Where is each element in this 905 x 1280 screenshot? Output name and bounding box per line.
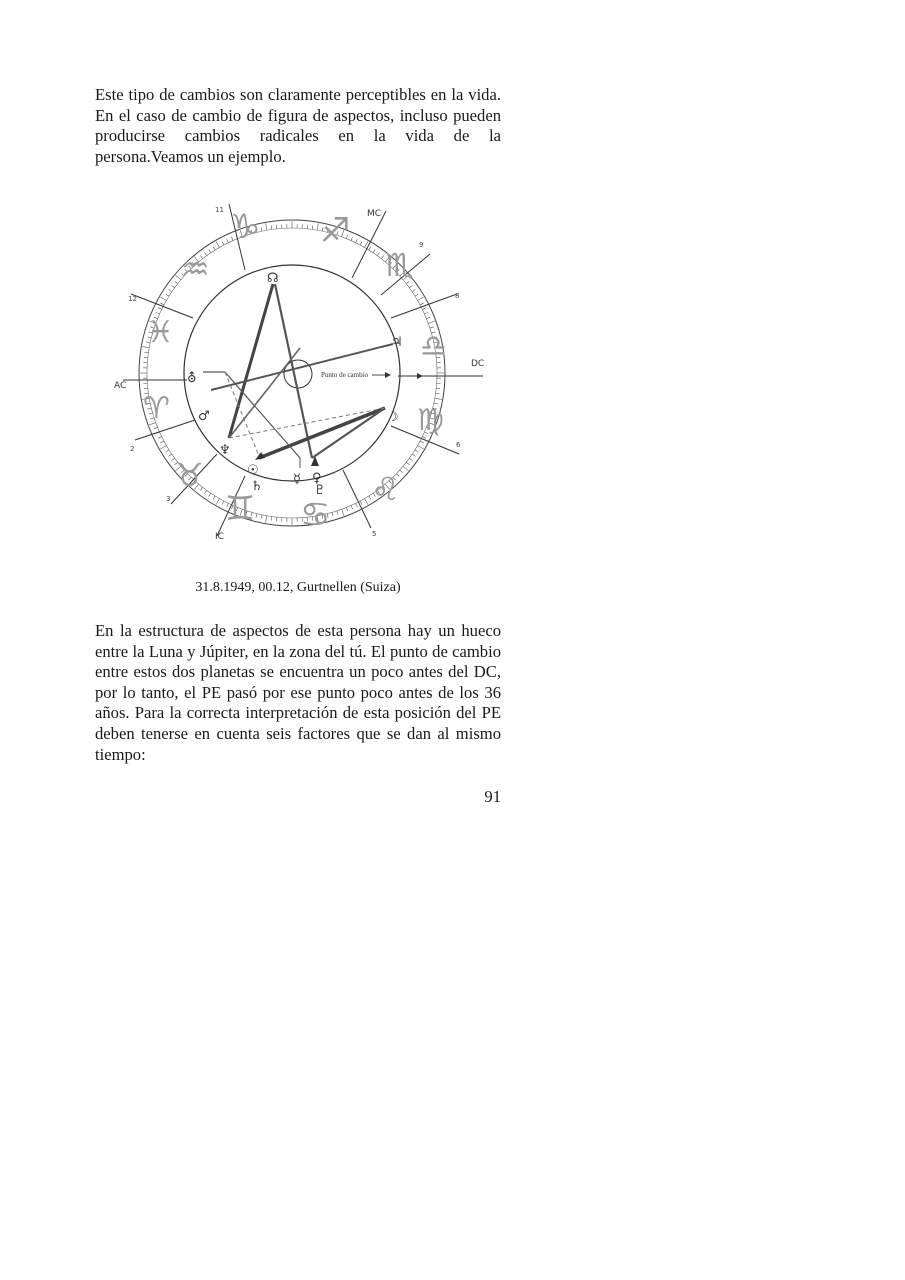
degree-tick bbox=[175, 281, 178, 283]
degree-tick bbox=[351, 505, 353, 509]
sun-glyph: ☉ bbox=[247, 463, 259, 478]
pluto-glyph: ♇ bbox=[314, 483, 326, 498]
degree-tick bbox=[365, 499, 369, 505]
sign-sagittarius: ♐ bbox=[320, 211, 351, 251]
degree-tick bbox=[424, 312, 428, 314]
degree-tick bbox=[154, 427, 158, 428]
degree-tick bbox=[430, 327, 434, 328]
sign-virgo: ♍ bbox=[417, 403, 444, 438]
degree-tick bbox=[312, 225, 313, 229]
sign-gemini: ♊ bbox=[225, 489, 256, 529]
degree-tick bbox=[317, 223, 318, 230]
degree-tick bbox=[373, 249, 375, 252]
sign-scorpio: ♏ bbox=[385, 246, 414, 284]
sign-aries: ♈ bbox=[143, 391, 170, 426]
mercury-glyph: ☿ bbox=[293, 472, 301, 487]
degree-tick bbox=[271, 225, 272, 229]
degree-tick bbox=[420, 441, 424, 443]
degree-tick bbox=[377, 252, 379, 255]
degree-tick bbox=[160, 441, 164, 443]
degree-tick bbox=[415, 450, 418, 452]
label-dc: DC bbox=[471, 359, 485, 369]
degree-tick bbox=[360, 501, 362, 505]
house-number-8: 8 bbox=[455, 292, 460, 300]
dc-arrowhead bbox=[417, 373, 423, 379]
degree-tick bbox=[351, 237, 353, 241]
degree-tick bbox=[409, 458, 412, 460]
jupiter-glyph: ♃ bbox=[391, 335, 403, 350]
degree-tick bbox=[418, 297, 424, 301]
label-mc: MC bbox=[367, 209, 382, 219]
mars-glyph: ♂ bbox=[198, 409, 210, 424]
degree-tick bbox=[412, 454, 415, 456]
degree-tick bbox=[332, 512, 333, 516]
house-number-12: 12 bbox=[128, 295, 137, 303]
degree-tick bbox=[406, 462, 409, 464]
sign-capricorn: ♑ bbox=[230, 207, 261, 247]
uranus-glyph: ⛢ bbox=[187, 371, 197, 386]
degree-tick bbox=[409, 285, 412, 287]
house-number-5: 5 bbox=[372, 530, 377, 538]
degree-tick bbox=[266, 223, 267, 230]
degree-tick bbox=[166, 294, 169, 296]
degree-tick bbox=[222, 241, 224, 245]
neptune-glyph: ♆ bbox=[219, 443, 231, 458]
degree-tick bbox=[168, 454, 171, 456]
degree-tick bbox=[422, 308, 426, 310]
degree-tick bbox=[346, 507, 347, 511]
sign-pisces: ♓ bbox=[147, 315, 174, 350]
sign-aquarius: ♒ bbox=[181, 250, 210, 288]
degree-tick bbox=[337, 511, 338, 515]
node-glyph: ☊ bbox=[267, 271, 279, 286]
degree-tick bbox=[400, 470, 403, 473]
house-number-11: 11 bbox=[215, 206, 224, 214]
house-number-9: 9 bbox=[419, 241, 424, 249]
degree-tick bbox=[158, 308, 162, 310]
degree-tick bbox=[261, 515, 262, 519]
astrology-chart bbox=[95, 190, 501, 550]
degree-tick bbox=[160, 303, 164, 305]
turning-point-label: Punto de cambio bbox=[321, 371, 369, 379]
degree-tick bbox=[216, 241, 220, 247]
label-ic: IC bbox=[215, 532, 224, 542]
degree-tick bbox=[160, 297, 166, 301]
degree-tick bbox=[213, 247, 215, 250]
moon-glyph: ☽ bbox=[387, 410, 399, 425]
degree-tick bbox=[166, 450, 169, 452]
degree-tick bbox=[209, 493, 211, 496]
degree-tick bbox=[271, 517, 272, 521]
house-number-2: 2 bbox=[130, 445, 135, 453]
degree-tick bbox=[381, 256, 383, 259]
degree-tick bbox=[436, 393, 440, 394]
degree-tick bbox=[160, 446, 166, 450]
degree-tick bbox=[222, 501, 224, 505]
body-paragraph: En la estructura de aspectos de esta persona hay un hueco entre la Luna y Júpiter, en la zona del tú. El punto de cambio entre estos dos planetas se encuentra un poco antes del DC, por lo tanto, el PE pasó por ese punto poco antes de los 36 años. Para la correcta interpretación de esta posición del PE deben tenerse en cuenta seis factores que se dan al mismo tiempo: bbox=[95, 621, 501, 764]
degree-tick bbox=[144, 352, 148, 353]
degree-tick bbox=[369, 247, 371, 250]
sign-leo: ♌ bbox=[371, 470, 400, 508]
degree-tick bbox=[403, 466, 408, 470]
degree-tick bbox=[204, 490, 206, 493]
chart-caption: 31.8.1949, 00.12, Gurtnellen (Suiza) bbox=[195, 580, 401, 595]
degree-tick bbox=[342, 509, 344, 516]
saturn-glyph: ♄ bbox=[251, 479, 263, 494]
degree-tick bbox=[171, 285, 174, 287]
degree-tick bbox=[261, 227, 262, 231]
degree-tick bbox=[168, 290, 171, 292]
degree-tick bbox=[213, 496, 215, 499]
degree-tick bbox=[158, 437, 162, 439]
degree-tick bbox=[412, 290, 415, 292]
sign-cancer: ♋ bbox=[300, 495, 331, 535]
turning-point-arrowhead bbox=[385, 372, 391, 378]
page-number: 91 bbox=[484, 787, 501, 806]
degree-tick bbox=[435, 398, 442, 399]
degree-tick bbox=[356, 503, 358, 507]
house-number-6: 6 bbox=[456, 441, 461, 449]
sign-taurus: ♉ bbox=[175, 456, 204, 494]
degree-tick bbox=[227, 239, 229, 243]
degree-tick bbox=[360, 241, 362, 245]
degree-tick bbox=[356, 239, 358, 243]
degree-tick bbox=[256, 514, 257, 518]
degree-tick bbox=[156, 312, 160, 314]
venus-glyph: ♀ bbox=[312, 471, 322, 486]
degree-tick bbox=[266, 516, 267, 523]
degree-tick bbox=[428, 321, 435, 323]
degree-tick bbox=[420, 303, 424, 305]
degree-tick bbox=[426, 317, 430, 318]
degree-tick bbox=[216, 499, 220, 505]
house-number-3: 3 bbox=[166, 495, 171, 503]
intro-paragraph: Este tipo de cambios son claramente perceptibles en la vida. En el caso de cambio de figura de aspectos, incluso pueden producirse cambios radicales en la vida de la persona.Veamos un ejemplo. bbox=[95, 85, 501, 166]
degree-tick bbox=[418, 446, 424, 450]
degree-tick bbox=[415, 294, 418, 296]
sign-libra: ♎ bbox=[420, 329, 447, 364]
label-ac: AC bbox=[114, 381, 127, 391]
